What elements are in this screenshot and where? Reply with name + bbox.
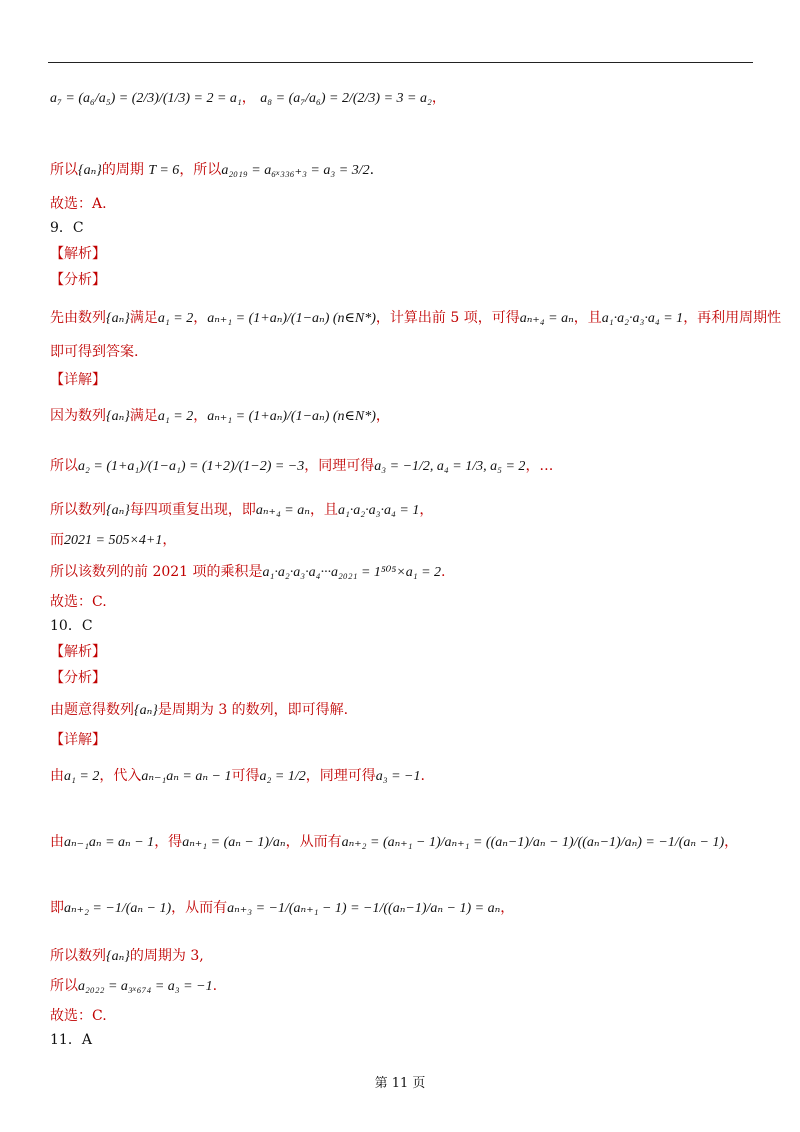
answer-9: 故选：C. (50, 594, 107, 610)
eq-line-a7-a8: a₇ = (a₆/a₅) = (2/3)/(1/3) = 2 = a₁， a₈ = (a₇/a₆) = 2/(2/3) = 3 = a₂， (50, 90, 446, 106)
q9-xiangjie-label: 【详解】 (50, 372, 106, 388)
math-a8: a₈ = (a₇/a₆) = 2/(2/3) = 3 = a₂ (260, 91, 432, 106)
q10-detail-line-5: 所以a₂₀₂₂ = a₃ₓ₆₇₄ = a₃ = −1. (50, 978, 218, 994)
q9-detail-line-5: 所以该数列的前 2021 项的乘积是a₁·a₂·a₃·a₄···a₂₀₂₁ = 1⁵⁰⁵×a₁ = 2. (50, 564, 446, 580)
q9-detail-line-3: 所以数列{aₙ}每四项重复出现，即aₙ₊₄ = aₙ，且a₁·a₂·a₃·a₄ = 1， (50, 502, 434, 518)
q9-detail-line-1: 因为数列{aₙ}满足a₁ = 2，aₙ₊₁ = (1+aₙ)/(1−aₙ) (n∈N*)， (50, 408, 390, 424)
q10-detail-line-4: 所以数列{aₙ}的周期为 3, (50, 948, 204, 964)
q10-analysis-line-1: 由题意得数列{aₙ}是周期为 3 的数列，即可得解. (50, 702, 349, 718)
q9-jiexi-label: 【解析】 (50, 246, 106, 262)
answer-8: 故选：A. (50, 196, 107, 212)
q9-fenxi-label: 【分析】 (50, 272, 106, 288)
q9-detail-line-4: 而2021 = 505×4+1， (50, 532, 177, 548)
math-a7: a₇ = (a₆/a₅) = (2/3)/(1/3) = 2 = a₁ (50, 91, 242, 106)
q10-xiangjie-label: 【详解】 (50, 732, 106, 748)
answer-10: 故选：C. (50, 1008, 107, 1024)
q9-analysis-line-2: 即可得到答案. (50, 344, 139, 360)
question-11-heading: 11．A (50, 1032, 92, 1048)
q10-jiexi-label: 【解析】 (50, 644, 106, 660)
question-9-heading: 9．C (50, 220, 84, 236)
q10-detail-line-1: 由a₁ = 2，代入aₙ₋₁aₙ = aₙ − 1可得a₂ = 1/2，同理可得a₃ = −1. (50, 768, 425, 784)
q9-analysis-line-1: 先由数列{aₙ}满足a₁ = 2，aₙ₊₁ = (1+aₙ)/(1−aₙ) (n∈N*)，计算出前 5 项，可得aₙ₊₄ = aₙ，且a₁·a₂·a₃·a₄ = 1，再利用周期性 (50, 310, 782, 326)
q9-detail-line-2: 所以a₂ = (1+a₁)/(1−a₁) = (1+2)/(1−2) = −3，同理可得a₃ = −1/2, a₄ = 1/3, a₅ = 2，… (50, 458, 554, 474)
q10-detail-line-3: 即aₙ₊₂ = −1/(aₙ − 1)，从而有aₙ₊₃ = −1/(aₙ₊₁ − 1) = −1/((aₙ−1)/aₙ − 1) = aₙ， (50, 900, 515, 916)
page-number: 第 11 页 (374, 1076, 426, 1091)
q10-fenxi-label: 【分析】 (50, 670, 106, 686)
header-rule (48, 62, 753, 63)
question-10-heading: 10．C (50, 618, 93, 634)
period-conclusion-line: 所以{aₙ}的周期 T = 6，所以a₂₀₁₉ = a₆ₓ₃₃₆₊₃ = a₃ = 3/2. (50, 162, 375, 178)
q10-detail-line-2: 由aₙ₋₁aₙ = aₙ − 1，得aₙ₊₁ = (aₙ − 1)/aₙ，从而有aₙ₊₂ = (aₙ₊₁ − 1)/aₙ₊₁ = ((aₙ−1)/aₙ − 1)/((aₙ−1)/aₙ) = −1/(aₙ − 1)， (50, 834, 739, 850)
